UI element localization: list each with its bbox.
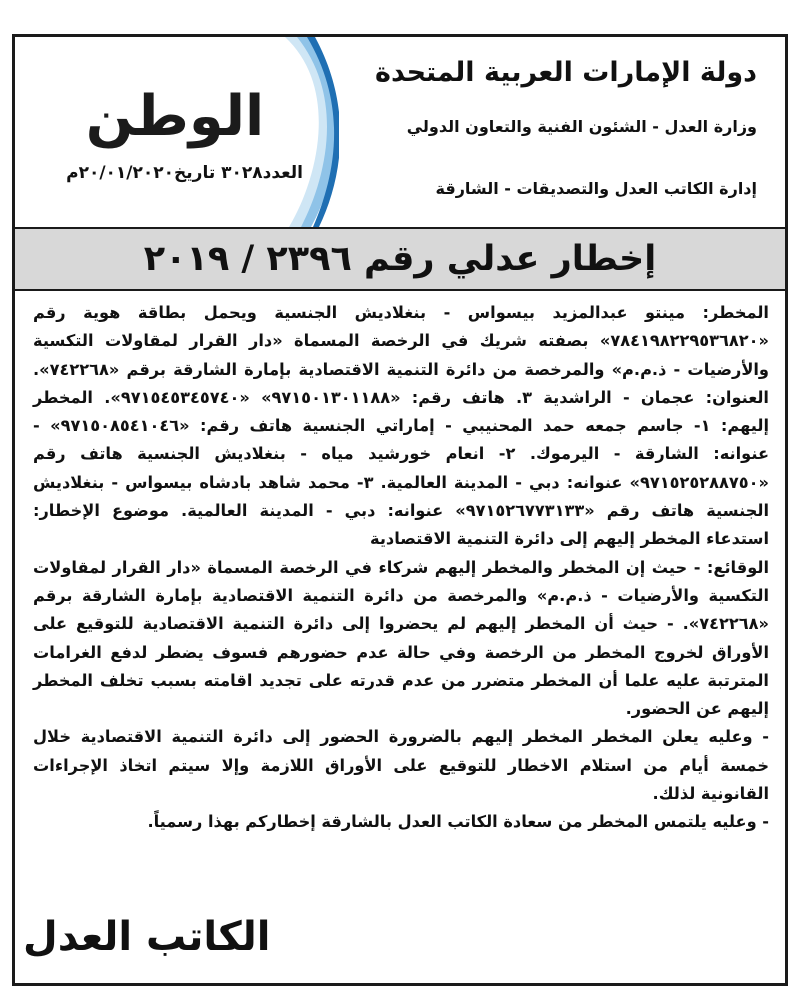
issue-number-date: العدد٣٠٢٨ تاريخ٢٠/٠١/٢٠٢٠م bbox=[66, 163, 303, 183]
department-line: إدارة الكاتب العدل والتصديقات - الشارقة bbox=[435, 179, 757, 198]
notice-paragraph-facts: الوقائع: - حيث إن المخطر والمخطر إليهم شركاء في الرخصة المسماة «دار القرار لمقاولات التكسية والأرضيات - ذ.م.م» والمرخصة من دائرة التنمية الاقتصادية بإمارة الشارقة برقم «٧٤٢٢٦٨». - حيث أن المخطر إليهم لم يحضروا إلى دائرة التنمية الاقتصادية للتوقيع على الأوراق لخروج المخطر من الرخصة وفي حالة عدم حضورهم فسوف يضطر لدفع الغرامات المترتبة عليه علما أن المخطر متضرر من عدم قدرته على تجديد اقامته بسبب تخلف المخطر إليهم عن الحضور. bbox=[33, 557, 769, 719]
state-title: دولة الإمارات العربية المتحدة bbox=[375, 57, 757, 88]
notice-body bbox=[33, 299, 769, 837]
notice-title: إخطار عدلي رقم ٢٣٩٦ / ٢٠١٩ bbox=[143, 239, 657, 279]
notice-paragraph-parties: المخطر: مينتو عبدالمزيد بيسواس - بنغلاديش الجنسية ويحمل بطاقة هوية رقم «٧٨٤١٩٨٢٢٩٥٣٦٨٢٠» بصفته شريك في الرخصة المسماة «دار القرار لمقاولات التكسية والأرضيات - ذ.م.م» والمرخصة من دائرة التنمية الاقتصادية بإمارة الشارقة برقم «٧٤٢٢٦٨». العنوان: عجمان - الراشدية ٣. هاتف رقم: «٩٧١٥٠١٣٠١١٨٨» «٩٧١٥٤٥٣٤٥٧٤٠». المخطر إليهم: ١- جاسم جمعه حمد المحنيبي - إماراتي الجنسية هاتف رقم: «٩٧١٥٠٨٥٤١٠٤٦» - عنوانه: الشارقة - اليرموك. ٢- انعام خورشيد مياه - بنغلاديش الجنسية هاتف رقم «٩٧١٥٢٥٢٨٨٧٥٠» عنوانه: دبي - المدينة العالمية. ٣- محمد شاهد بادشاه بيسواس - بنغلاديش الجنسية هاتف رقم «٩٧١٥٢٦٧٧٣١٣٣» عنوانه: دبي - المدينة العالمية. موضوع الإخطار: استدعاء المخطر إليهم إلى دائرة التنمية الاقتصادية bbox=[33, 303, 770, 549]
ministry-line: وزارة العدل - الشئون الفنية والتعاون الدولي bbox=[406, 117, 757, 136]
notice-paragraph-request: - وعليه يلتمس المخطر من سعادة الكاتب العدل بالشارقة إخطاركم بهذا رسمياً. bbox=[147, 812, 769, 832]
newspaper-logo-text: الوطن bbox=[85, 84, 265, 149]
notice-paragraph-demand: - وعليه يعلن المخطر المخطر إليهم بالضرورة الحضور إلى دائرة التنمية الاقتصادية خلال خمسة أيام من استلام الاخطار للتوقيع على الأوراق اللازمة وإلا سيتم اتخاذ الإجراءات القانونية لذلك. bbox=[33, 727, 769, 804]
notary-signature: الكاتب العدل bbox=[23, 914, 271, 960]
notice-title-band bbox=[15, 227, 785, 291]
notice-frame bbox=[12, 34, 788, 986]
notice-header bbox=[15, 37, 785, 227]
newspaper-logo bbox=[55, 85, 295, 149]
